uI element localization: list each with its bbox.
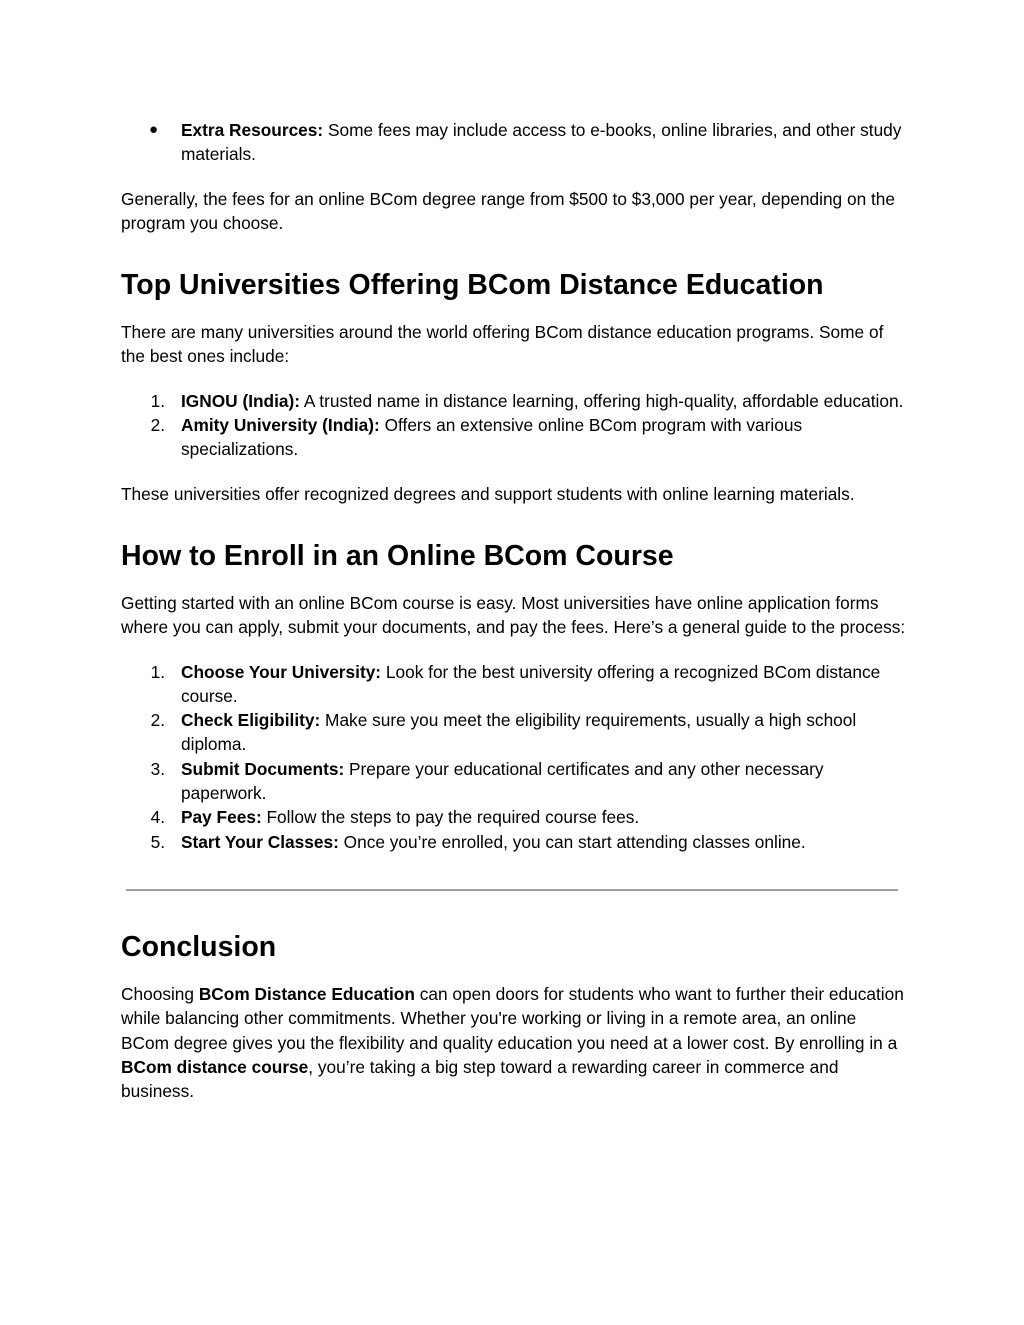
list-item-text: Prepare your educational certificates and any other necessary paperwork. xyxy=(181,758,824,804)
heading-conclusion: Conclusion xyxy=(121,930,277,963)
list-item xyxy=(121,805,906,829)
conclusion-text: can open doors for students who want to further their education while balancing other commitments. Whether you're working or living in a remote area, an online BCom degree gives you the flexibility and quality education you need at a lower cost. By enrolling in a xyxy=(121,983,904,1053)
enroll-intro: Getting started with an online BCom course is easy. Most universities have online application forms where you can apply, submit your documents, and pay the fees. Here’s a general guide to the process: xyxy=(121,592,906,638)
list-item-bold: Start Your Classes: xyxy=(181,831,339,852)
list-number: 5. xyxy=(150,831,165,852)
list-item xyxy=(121,757,906,806)
intro-bullet-list xyxy=(121,118,906,167)
list-number: 3. xyxy=(150,758,165,779)
bullet-marker: ● xyxy=(149,121,159,138)
list-item xyxy=(121,118,906,167)
list-number: 2. xyxy=(150,710,165,731)
universities-list xyxy=(121,389,906,462)
list-item-text: Follow the steps to pay the required course fees. xyxy=(261,807,640,828)
list-item-text: A trusted name in distance learning, offering high-quality, affordable education. xyxy=(300,390,904,411)
conclusion-bold-text: BCom distance course xyxy=(121,1056,309,1077)
list-number: 4. xyxy=(150,807,165,828)
top-universities-outro: These universities offer recognized degrees and support students with online learning materials. xyxy=(121,483,855,504)
list-number: 2. xyxy=(150,415,165,436)
conclusion-text: Choosing xyxy=(121,983,199,1004)
list-item-bold: IGNOU (India): xyxy=(181,390,301,411)
list-item-text: Once you’re enrolled, you can start attending classes online. xyxy=(338,831,806,852)
top-universities-intro: There are many universities around the world offering BCom distance education programs. Some of the best ones include: xyxy=(121,322,884,367)
list-item-bold: Pay Fees: xyxy=(181,807,262,828)
list-item-text: Make sure you meet the eligibility requirements, usually a high school diploma. xyxy=(181,710,857,755)
enroll-steps-list xyxy=(121,660,906,854)
list-item-bold: Choose Your University: xyxy=(181,661,382,682)
conclusion-paragraph xyxy=(121,982,906,1103)
list-item-bold: Amity University (India): xyxy=(181,415,380,436)
fees-paragraph: Generally, the fees for an online BCom degree range from $500 to $3,000 per year, depending on the program you choose. xyxy=(121,188,896,233)
list-item-text: Look for the best university offering a recognized BCom distance course. xyxy=(181,661,881,706)
list-item-bold: Submit Documents: xyxy=(181,758,345,779)
list-item xyxy=(121,708,906,757)
heading-top-universities: Top Universities Offering BCom Distance Education xyxy=(121,269,824,302)
conclusion-text: , you’re taking a big step toward a rewarding career in commerce and business. xyxy=(121,1056,839,1102)
list-item-text: Offers an extensive online BCom program with various specializations. xyxy=(181,415,803,460)
list-number: 1. xyxy=(150,390,165,411)
document-page xyxy=(121,118,906,1103)
list-item-bold: Extra Resources: xyxy=(181,120,324,140)
horizontal-divider xyxy=(126,889,898,891)
list-item-text: Some fees may include access to e-books, online libraries, and other study materials. xyxy=(181,120,902,165)
list-item-bold: Check Eligibility: xyxy=(181,710,321,731)
list-item xyxy=(121,660,906,709)
list-item xyxy=(121,413,906,462)
list-item xyxy=(121,830,906,854)
heading-how-to-enroll: How to Enroll in an Online BCom Course xyxy=(121,539,674,572)
list-number: 1. xyxy=(150,661,165,682)
list-item xyxy=(121,389,906,413)
conclusion-bold-text: BCom Distance Education xyxy=(198,983,415,1004)
